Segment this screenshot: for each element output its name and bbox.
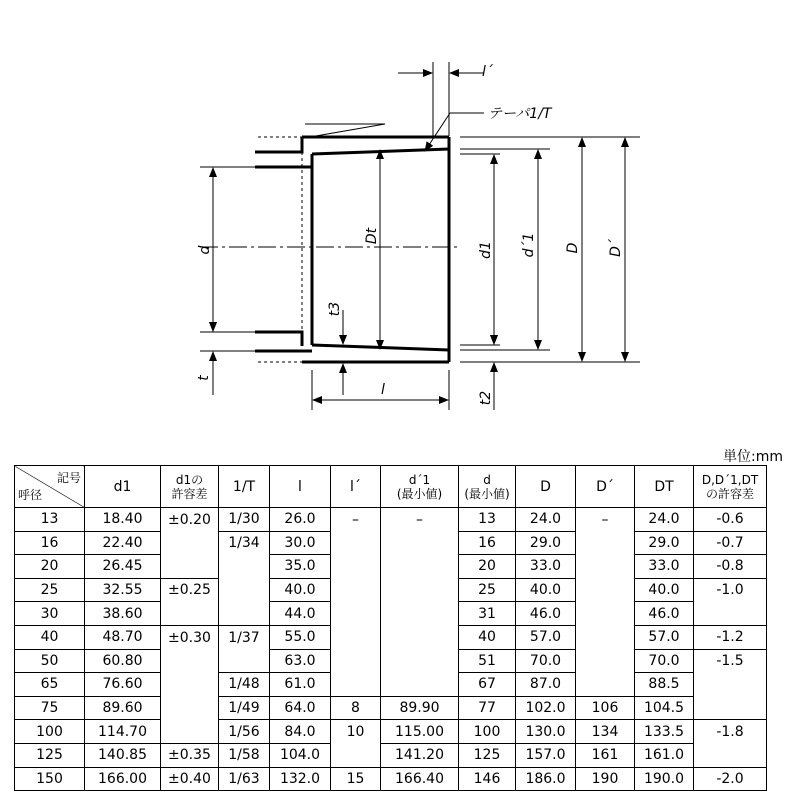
table-cell: 1/30 (219, 508, 270, 532)
column-header-label: D,D´1,DT (701, 472, 759, 487)
socket-body (255, 137, 449, 362)
table-cell: 161.0 (635, 743, 694, 767)
table-cell (161, 602, 219, 626)
table-cell: 190 (576, 767, 635, 791)
table-cell (161, 720, 219, 744)
table-cell (576, 555, 635, 579)
dt-label: Dt (364, 227, 380, 245)
column-header-label: D (540, 478, 551, 495)
t3-label: t3 (327, 301, 343, 317)
corner-top-label: 記号 (56, 471, 81, 485)
table-cell: 150 (15, 767, 85, 791)
table-cell (694, 673, 767, 697)
table-cell (331, 743, 381, 767)
table-cell: 24.0 (516, 508, 576, 532)
table-cell (381, 578, 459, 602)
table-row (15, 602, 767, 626)
table-cell: -2.0 (694, 767, 767, 791)
table-cell: 40 (459, 625, 516, 649)
t2-label: t2 (478, 390, 494, 406)
table-cell: 44.0 (270, 602, 331, 626)
l-label: l (381, 382, 385, 398)
table-cell: – (381, 508, 459, 532)
table-cell: 125 (459, 743, 516, 767)
table-cell: 114.70 (85, 720, 161, 744)
table-cell: 25 (15, 578, 85, 602)
table-cell (219, 555, 270, 579)
table-cell: 70.0 (516, 649, 576, 673)
table-cell: 186.0 (516, 767, 576, 791)
table-header-row (15, 466, 767, 508)
table-cell: 1/56 (219, 720, 270, 744)
table-cell (694, 743, 767, 767)
table-cell (694, 602, 767, 626)
table-cell: 20 (459, 555, 516, 579)
table-cell: 22.40 (85, 531, 161, 555)
table-cell: 16 (15, 531, 85, 555)
column-header-sublabel: (最小値) (396, 486, 443, 501)
D-label: D (565, 242, 581, 254)
table-cell: -1.0 (694, 578, 767, 602)
table-cell: 115.00 (381, 720, 459, 744)
table-cell (161, 531, 219, 555)
table-cell: 134 (576, 720, 635, 744)
column-header (459, 466, 516, 508)
table-cell: 70.0 (635, 649, 694, 673)
l-prime-label: l´ (482, 64, 493, 80)
table-cell: -0.8 (694, 555, 767, 579)
table-cell: 75 (15, 696, 85, 720)
column-header (381, 466, 459, 508)
column-header (516, 466, 576, 508)
table-cell (331, 602, 381, 626)
table-cell: 51 (459, 649, 516, 673)
table-cell: 40 (15, 625, 85, 649)
table-cell: 100 (15, 720, 85, 744)
table-body (15, 508, 767, 791)
table-row (15, 578, 767, 602)
table-cell: -1.5 (694, 649, 767, 673)
d-label: d (197, 245, 213, 255)
table-cell: 64.0 (270, 696, 331, 720)
dimension-lines (213, 73, 625, 410)
table-row (15, 767, 767, 791)
table-cell: -0.7 (694, 531, 767, 555)
table-cell: 65 (15, 673, 85, 697)
table-cell (381, 649, 459, 673)
table-cell (331, 531, 381, 555)
column-header (219, 466, 270, 508)
table-cell: 32.55 (85, 578, 161, 602)
table-row (15, 649, 767, 673)
table-cell: 16 (459, 531, 516, 555)
table-cell: 20 (15, 555, 85, 579)
table-cell: 30 (15, 602, 85, 626)
dimension-table (14, 465, 767, 791)
table-cell (161, 696, 219, 720)
table-cell: 24.0 (635, 508, 694, 532)
table-cell (576, 602, 635, 626)
table-cell (381, 673, 459, 697)
table-row (15, 625, 767, 649)
table-cell: 133.5 (635, 720, 694, 744)
table-cell (576, 625, 635, 649)
table-cell: 102.0 (516, 696, 576, 720)
table-cell: 166.40 (381, 767, 459, 791)
table-cell: ±0.20 (161, 508, 219, 532)
table-cell: 104.5 (635, 696, 694, 720)
table-cell: – (331, 508, 381, 532)
table-cell (381, 602, 459, 626)
table-cell: 18.40 (85, 508, 161, 532)
table-cell: 57.0 (635, 625, 694, 649)
table-cell: 26.45 (85, 555, 161, 579)
table-cell (576, 649, 635, 673)
table-cell: 55.0 (270, 625, 331, 649)
table-cell: ±0.40 (161, 767, 219, 791)
table-cell: 89.60 (85, 696, 161, 720)
table-cell: 13 (459, 508, 516, 532)
table-cell: 125 (15, 743, 85, 767)
table-cell: 76.60 (85, 673, 161, 697)
table-cell: 40.0 (516, 578, 576, 602)
table-cell: 89.90 (381, 696, 459, 720)
table-cell: 25 (459, 578, 516, 602)
table-cell: 60.80 (85, 649, 161, 673)
table-cell (219, 578, 270, 602)
table-cell (161, 673, 219, 697)
table-cell: 61.0 (270, 673, 331, 697)
table-cell: 166.00 (85, 767, 161, 791)
extension-lines (200, 62, 640, 410)
table-cell (331, 625, 381, 649)
table-cell: 87.0 (516, 673, 576, 697)
column-header-sublabel: (最小値) (464, 486, 510, 501)
table-row (15, 555, 767, 579)
column-header-label: DT (654, 478, 674, 495)
table-cell: 100 (459, 720, 516, 744)
table-cell (694, 696, 767, 720)
column-header-label: d (483, 472, 491, 487)
column-header-sublabel: 許容差 (171, 486, 208, 501)
table-cell: 31 (459, 602, 516, 626)
column-header (694, 466, 767, 508)
column-header (85, 466, 161, 508)
table-cell (576, 673, 635, 697)
table-cell: 67 (459, 673, 516, 697)
table-cell: 161 (576, 743, 635, 767)
column-header-label: l (298, 478, 302, 495)
table-cell: -1.2 (694, 625, 767, 649)
t-label: t (196, 375, 212, 381)
table-cell (331, 578, 381, 602)
table-cell (381, 531, 459, 555)
table-cell: ±0.35 (161, 743, 219, 767)
table-cell (331, 673, 381, 697)
D-prime-label: D´ (608, 239, 624, 257)
table-cell: 35.0 (270, 555, 331, 579)
table-row (15, 673, 767, 697)
table-cell (219, 602, 270, 626)
table-cell: 104.0 (270, 743, 331, 767)
table-cell: 40.0 (270, 578, 331, 602)
corner-cell (15, 466, 85, 508)
table-cell: 132.0 (270, 767, 331, 791)
table-cell: 38.60 (85, 602, 161, 626)
table-cell: ±0.25 (161, 578, 219, 602)
table-cell: 63.0 (270, 649, 331, 673)
table-cell: ±0.30 (161, 625, 219, 649)
corner-bottom-label: 呼径 (18, 488, 43, 502)
column-header-label: l´ (350, 478, 361, 495)
table-cell: 1/49 (219, 696, 270, 720)
table-cell (576, 531, 635, 555)
column-header-label: d´1 (408, 472, 431, 487)
table-cell: 141.20 (381, 743, 459, 767)
table-cell: 33.0 (635, 555, 694, 579)
table-cell (161, 649, 219, 673)
table-cell: 48.70 (85, 625, 161, 649)
table-cell: 15 (331, 767, 381, 791)
d-prime-1-label: d´1 (521, 232, 537, 258)
column-header (635, 466, 694, 508)
table-cell: 1/37 (219, 625, 270, 649)
table-cell: 29.0 (516, 531, 576, 555)
table-cell: 13 (15, 508, 85, 532)
table-cell (331, 649, 381, 673)
column-header-label: 1/T (232, 478, 256, 495)
table-cell (381, 625, 459, 649)
table-row (15, 531, 767, 555)
table-cell: 1/63 (219, 767, 270, 791)
table-cell (161, 555, 219, 579)
table-cell: 8 (331, 696, 381, 720)
column-header (576, 466, 635, 508)
d1-label: d1 (478, 241, 494, 259)
taper-label: テーパ1/T (488, 106, 552, 122)
column-header-label: d1 (113, 478, 132, 495)
table-cell: 84.0 (270, 720, 331, 744)
table-cell: 146 (459, 767, 516, 791)
table-row (15, 508, 767, 532)
table-cell: 88.5 (635, 673, 694, 697)
table-cell: 10 (331, 720, 381, 744)
column-header (331, 466, 381, 508)
table-cell: 140.85 (85, 743, 161, 767)
table-cell: 33.0 (516, 555, 576, 579)
table-cell: 106 (576, 696, 635, 720)
table-cell: 46.0 (516, 602, 576, 626)
table-cell: 157.0 (516, 743, 576, 767)
table-cell: – (576, 508, 635, 532)
table-row (15, 696, 767, 720)
table-cell: 1/34 (219, 531, 270, 555)
column-header (161, 466, 219, 508)
table-cell: 50 (15, 649, 85, 673)
column-header-label: d1の (175, 472, 204, 487)
column-header-sublabel: の許容差 (705, 486, 754, 501)
table-row (15, 743, 767, 767)
table-cell: 46.0 (635, 602, 694, 626)
table-cell: -1.8 (694, 720, 767, 744)
table-cell (576, 578, 635, 602)
table-cell: 190.0 (635, 767, 694, 791)
table-cell: 29.0 (635, 531, 694, 555)
table-cell: -0.6 (694, 508, 767, 532)
table-cell: 130.0 (516, 720, 576, 744)
table-row (15, 720, 767, 744)
table-cell: 57.0 (516, 625, 576, 649)
table-cell: 1/58 (219, 743, 270, 767)
table-cell: 77 (459, 696, 516, 720)
table-cell: 40.0 (635, 578, 694, 602)
table-cell (219, 649, 270, 673)
table-cell (381, 555, 459, 579)
column-header (270, 466, 331, 508)
table-cell: 30.0 (270, 531, 331, 555)
table-cell: 1/48 (219, 673, 270, 697)
unit-label: 単位:mm (723, 449, 783, 465)
column-header-label: D´ (596, 478, 614, 495)
table-cell (331, 555, 381, 579)
table-cell: 26.0 (270, 508, 331, 532)
